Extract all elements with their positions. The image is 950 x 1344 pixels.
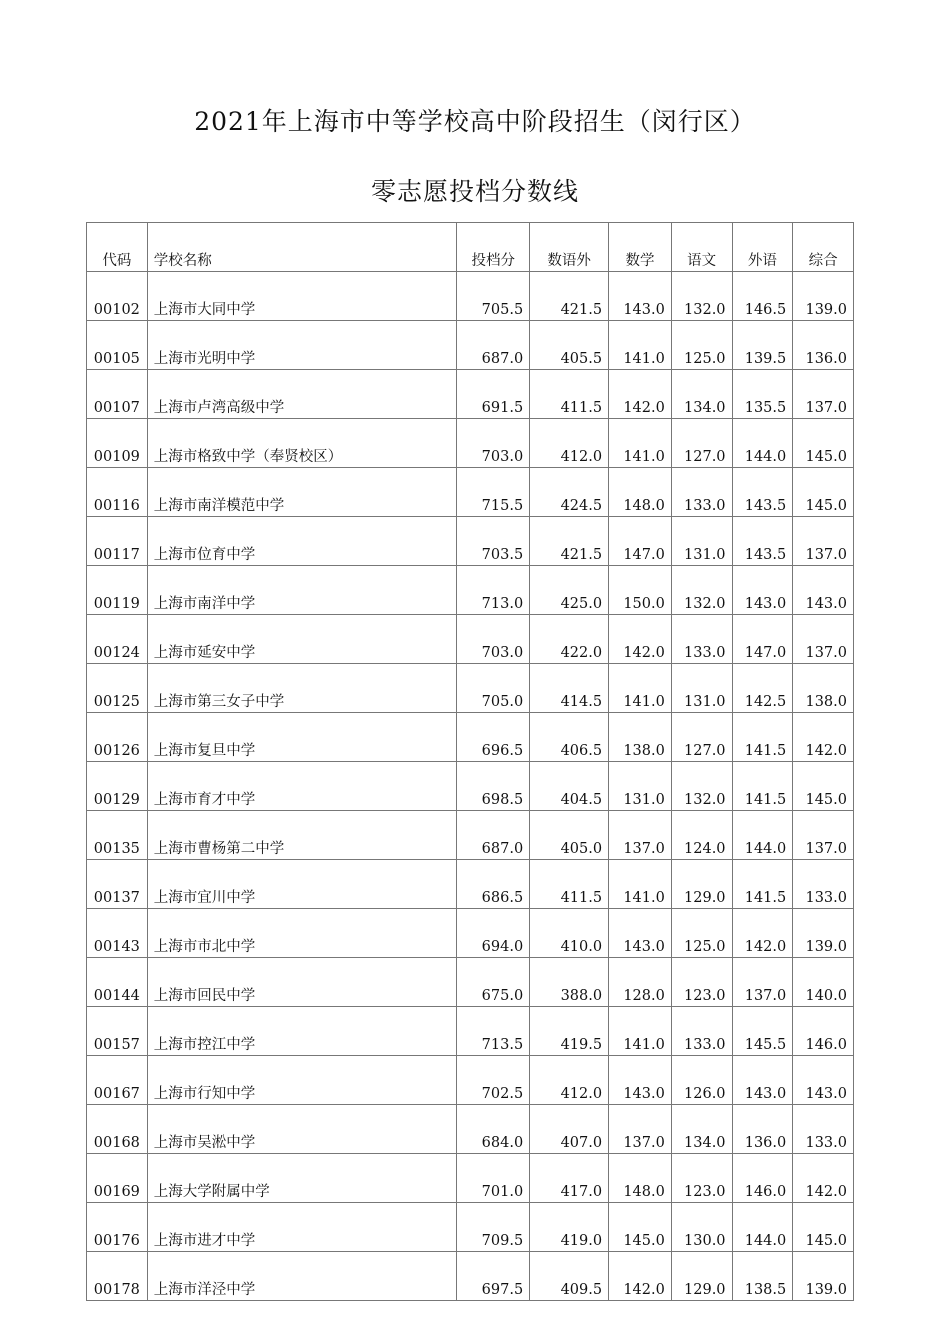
cell-foreign-language: 139.5 <box>732 321 793 370</box>
cell-math: 143.0 <box>609 272 672 321</box>
cell-school-name: 上海市南洋模范中学 <box>147 468 457 517</box>
cell-core: 405.0 <box>530 811 609 860</box>
cell-total: 703.5 <box>457 517 530 566</box>
cell-total: 713.5 <box>457 1007 530 1056</box>
cell-comprehensive: 133.0 <box>793 860 854 909</box>
cell-math: 141.0 <box>609 860 672 909</box>
cell-code: 00124 <box>87 615 148 664</box>
cell-foreign-language: 147.0 <box>732 615 793 664</box>
cell-code: 00137 <box>87 860 148 909</box>
table-row <box>87 370 854 419</box>
cell-code: 00168 <box>87 1105 148 1154</box>
cell-comprehensive: 140.0 <box>793 958 854 1007</box>
cell-chinese: 133.0 <box>671 615 732 664</box>
cell-code: 00143 <box>87 909 148 958</box>
cell-comprehensive: 139.0 <box>793 909 854 958</box>
cell-school-name: 上海市格致中学（奉贤校区） <box>147 419 457 468</box>
cell-total: 687.0 <box>457 811 530 860</box>
cell-total: 687.0 <box>457 321 530 370</box>
cell-chinese: 134.0 <box>671 1105 732 1154</box>
cell-school-name: 上海市位育中学 <box>147 517 457 566</box>
cell-math: 148.0 <box>609 468 672 517</box>
cell-core: 405.5 <box>530 321 609 370</box>
cell-chinese: 129.0 <box>671 1252 732 1301</box>
cell-comprehensive: 139.0 <box>793 1252 854 1301</box>
cell-code: 00102 <box>87 272 148 321</box>
cell-chinese: 133.0 <box>671 1007 732 1056</box>
cell-core: 422.0 <box>530 615 609 664</box>
cell-school-name: 上海市控江中学 <box>147 1007 457 1056</box>
cell-math: 141.0 <box>609 321 672 370</box>
cell-school-name: 上海市南洋中学 <box>147 566 457 615</box>
cell-math: 141.0 <box>609 664 672 713</box>
header-total: 投档分 <box>457 223 530 272</box>
cell-math: 147.0 <box>609 517 672 566</box>
table-row <box>87 566 854 615</box>
cell-math: 128.0 <box>609 958 672 1007</box>
cell-chinese: 123.0 <box>671 958 732 1007</box>
cell-foreign-language: 142.0 <box>732 909 793 958</box>
cell-chinese: 132.0 <box>671 762 732 811</box>
cell-total: 705.0 <box>457 664 530 713</box>
cell-comprehensive: 133.0 <box>793 1105 854 1154</box>
cell-foreign-language: 146.0 <box>732 1154 793 1203</box>
cell-foreign-language: 138.5 <box>732 1252 793 1301</box>
header-foreign-language: 外语 <box>732 223 793 272</box>
cell-total: 703.0 <box>457 615 530 664</box>
cell-school-name: 上海市进才中学 <box>147 1203 457 1252</box>
cell-school-name: 上海市大同中学 <box>147 272 457 321</box>
table-row <box>87 860 854 909</box>
cell-core: 404.5 <box>530 762 609 811</box>
cell-total: 691.5 <box>457 370 530 419</box>
cell-math: 137.0 <box>609 811 672 860</box>
cell-core: 411.5 <box>530 860 609 909</box>
table-row <box>87 811 854 860</box>
header-row <box>87 223 854 272</box>
table-row <box>87 272 854 321</box>
cell-core: 414.5 <box>530 664 609 713</box>
table-row <box>87 1154 854 1203</box>
cell-foreign-language: 143.0 <box>732 1056 793 1105</box>
cell-math: 142.0 <box>609 370 672 419</box>
cell-total: 697.5 <box>457 1252 530 1301</box>
header-school-name: 学校名称 <box>147 223 457 272</box>
score-table <box>86 222 854 1301</box>
cell-school-name: 上海市市北中学 <box>147 909 457 958</box>
cell-total: 696.5 <box>457 713 530 762</box>
cell-school-name: 上海市复旦中学 <box>147 713 457 762</box>
cell-core: 411.5 <box>530 370 609 419</box>
header-core: 数语外 <box>530 223 609 272</box>
cell-total: 702.5 <box>457 1056 530 1105</box>
cell-core: 412.0 <box>530 419 609 468</box>
cell-core: 419.5 <box>530 1007 609 1056</box>
cell-foreign-language: 142.5 <box>732 664 793 713</box>
cell-school-name: 上海大学附属中学 <box>147 1154 457 1203</box>
cell-foreign-language: 144.0 <box>732 419 793 468</box>
cell-core: 412.0 <box>530 1056 609 1105</box>
table-row <box>87 909 854 958</box>
cell-math: 137.0 <box>609 1105 672 1154</box>
cell-school-name: 上海市吴淞中学 <box>147 1105 457 1154</box>
table-row <box>87 762 854 811</box>
cell-code: 00157 <box>87 1007 148 1056</box>
cell-comprehensive: 145.0 <box>793 468 854 517</box>
table-row <box>87 713 854 762</box>
cell-math: 141.0 <box>609 1007 672 1056</box>
cell-foreign-language: 141.5 <box>732 860 793 909</box>
cell-total: 698.5 <box>457 762 530 811</box>
cell-math: 141.0 <box>609 419 672 468</box>
cell-core: 424.5 <box>530 468 609 517</box>
cell-total: 715.5 <box>457 468 530 517</box>
cell-math: 148.0 <box>609 1154 672 1203</box>
header-math: 数学 <box>609 223 672 272</box>
cell-code: 00125 <box>87 664 148 713</box>
cell-code: 00167 <box>87 1056 148 1105</box>
cell-comprehensive: 143.0 <box>793 1056 854 1105</box>
table-body <box>87 272 854 1301</box>
cell-code: 00105 <box>87 321 148 370</box>
table-row <box>87 517 854 566</box>
cell-chinese: 131.0 <box>671 517 732 566</box>
cell-code: 00119 <box>87 566 148 615</box>
cell-comprehensive: 142.0 <box>793 1154 854 1203</box>
table-row <box>87 419 854 468</box>
cell-comprehensive: 145.0 <box>793 1203 854 1252</box>
cell-school-name: 上海市卢湾高级中学 <box>147 370 457 419</box>
cell-code: 00178 <box>87 1252 148 1301</box>
table-row <box>87 615 854 664</box>
cell-code: 00129 <box>87 762 148 811</box>
cell-core: 417.0 <box>530 1154 609 1203</box>
cell-foreign-language: 144.0 <box>732 1203 793 1252</box>
cell-chinese: 134.0 <box>671 370 732 419</box>
cell-total: 675.0 <box>457 958 530 1007</box>
cell-chinese: 127.0 <box>671 713 732 762</box>
cell-chinese: 132.0 <box>671 272 732 321</box>
table-row <box>87 664 854 713</box>
cell-school-name: 上海市曹杨第二中学 <box>147 811 457 860</box>
cell-school-name: 上海市光明中学 <box>147 321 457 370</box>
cell-school-name: 上海市育才中学 <box>147 762 457 811</box>
table-row <box>87 321 854 370</box>
cell-comprehensive: 137.0 <box>793 370 854 419</box>
cell-school-name: 上海市延安中学 <box>147 615 457 664</box>
cell-foreign-language: 143.5 <box>732 517 793 566</box>
document-subtitle: 零志愿投档分数线 <box>370 177 579 206</box>
cell-core: 409.5 <box>530 1252 609 1301</box>
table-row <box>87 1056 854 1105</box>
cell-core: 388.0 <box>530 958 609 1007</box>
header-chinese: 语文 <box>671 223 732 272</box>
cell-core: 406.5 <box>530 713 609 762</box>
table-row <box>87 468 854 517</box>
cell-total: 684.0 <box>457 1105 530 1154</box>
cell-school-name: 上海市行知中学 <box>147 1056 457 1105</box>
cell-chinese: 132.0 <box>671 566 732 615</box>
table-row <box>87 1203 854 1252</box>
cell-code: 00116 <box>87 468 148 517</box>
cell-total: 713.0 <box>457 566 530 615</box>
cell-foreign-language: 144.0 <box>732 811 793 860</box>
cell-chinese: 129.0 <box>671 860 732 909</box>
cell-school-name: 上海市第三女子中学 <box>147 664 457 713</box>
cell-total: 694.0 <box>457 909 530 958</box>
cell-foreign-language: 143.5 <box>732 468 793 517</box>
cell-code: 00117 <box>87 517 148 566</box>
cell-math: 150.0 <box>609 566 672 615</box>
cell-school-name: 上海市回民中学 <box>147 958 457 1007</box>
cell-math: 131.0 <box>609 762 672 811</box>
cell-foreign-language: 137.0 <box>732 958 793 1007</box>
cell-comprehensive: 138.0 <box>793 664 854 713</box>
cell-core: 421.5 <box>530 517 609 566</box>
cell-math: 143.0 <box>609 1056 672 1105</box>
cell-math: 143.0 <box>609 909 672 958</box>
cell-comprehensive: 137.0 <box>793 517 854 566</box>
cell-math: 142.0 <box>609 615 672 664</box>
cell-foreign-language: 141.5 <box>732 762 793 811</box>
cell-code: 00176 <box>87 1203 148 1252</box>
cell-chinese: 130.0 <box>671 1203 732 1252</box>
cell-core: 410.0 <box>530 909 609 958</box>
cell-core: 407.0 <box>530 1105 609 1154</box>
cell-chinese: 123.0 <box>671 1154 732 1203</box>
cell-comprehensive: 145.0 <box>793 762 854 811</box>
cell-foreign-language: 146.5 <box>732 272 793 321</box>
cell-chinese: 125.0 <box>671 321 732 370</box>
cell-core: 425.0 <box>530 566 609 615</box>
header-comprehensive: 综合 <box>793 223 854 272</box>
cell-chinese: 124.0 <box>671 811 732 860</box>
cell-school-name: 上海市洋泾中学 <box>147 1252 457 1301</box>
table-header <box>87 223 854 272</box>
cell-code: 00135 <box>87 811 148 860</box>
cell-chinese: 133.0 <box>671 468 732 517</box>
cell-foreign-language: 145.5 <box>732 1007 793 1056</box>
cell-total: 701.0 <box>457 1154 530 1203</box>
cell-total: 709.5 <box>457 1203 530 1252</box>
cell-chinese: 131.0 <box>671 664 732 713</box>
table-row <box>87 1252 854 1301</box>
document-title: 2021年上海市中等学校高中阶段招生（闵行区） <box>194 107 756 136</box>
cell-core: 419.0 <box>530 1203 609 1252</box>
cell-math: 145.0 <box>609 1203 672 1252</box>
table-row <box>87 958 854 1007</box>
cell-comprehensive: 137.0 <box>793 811 854 860</box>
cell-chinese: 127.0 <box>671 419 732 468</box>
cell-chinese: 125.0 <box>671 909 732 958</box>
cell-code: 00144 <box>87 958 148 1007</box>
cell-comprehensive: 146.0 <box>793 1007 854 1056</box>
cell-code: 00109 <box>87 419 148 468</box>
header-code: 代码 <box>87 223 148 272</box>
cell-comprehensive: 145.0 <box>793 419 854 468</box>
cell-total: 703.0 <box>457 419 530 468</box>
cell-school-name: 上海市宜川中学 <box>147 860 457 909</box>
cell-chinese: 126.0 <box>671 1056 732 1105</box>
cell-foreign-language: 141.5 <box>732 713 793 762</box>
cell-foreign-language: 135.5 <box>732 370 793 419</box>
cell-code: 00107 <box>87 370 148 419</box>
cell-comprehensive: 142.0 <box>793 713 854 762</box>
cell-math: 138.0 <box>609 713 672 762</box>
cell-code: 00126 <box>87 713 148 762</box>
cell-comprehensive: 136.0 <box>793 321 854 370</box>
cell-foreign-language: 136.0 <box>732 1105 793 1154</box>
table-row <box>87 1105 854 1154</box>
cell-total: 705.5 <box>457 272 530 321</box>
cell-comprehensive: 139.0 <box>793 272 854 321</box>
cell-comprehensive: 143.0 <box>793 566 854 615</box>
cell-code: 00169 <box>87 1154 148 1203</box>
cell-total: 686.5 <box>457 860 530 909</box>
cell-math: 142.0 <box>609 1252 672 1301</box>
cell-comprehensive: 137.0 <box>793 615 854 664</box>
cell-core: 421.5 <box>530 272 609 321</box>
cell-foreign-language: 143.0 <box>732 566 793 615</box>
table-row <box>87 1007 854 1056</box>
